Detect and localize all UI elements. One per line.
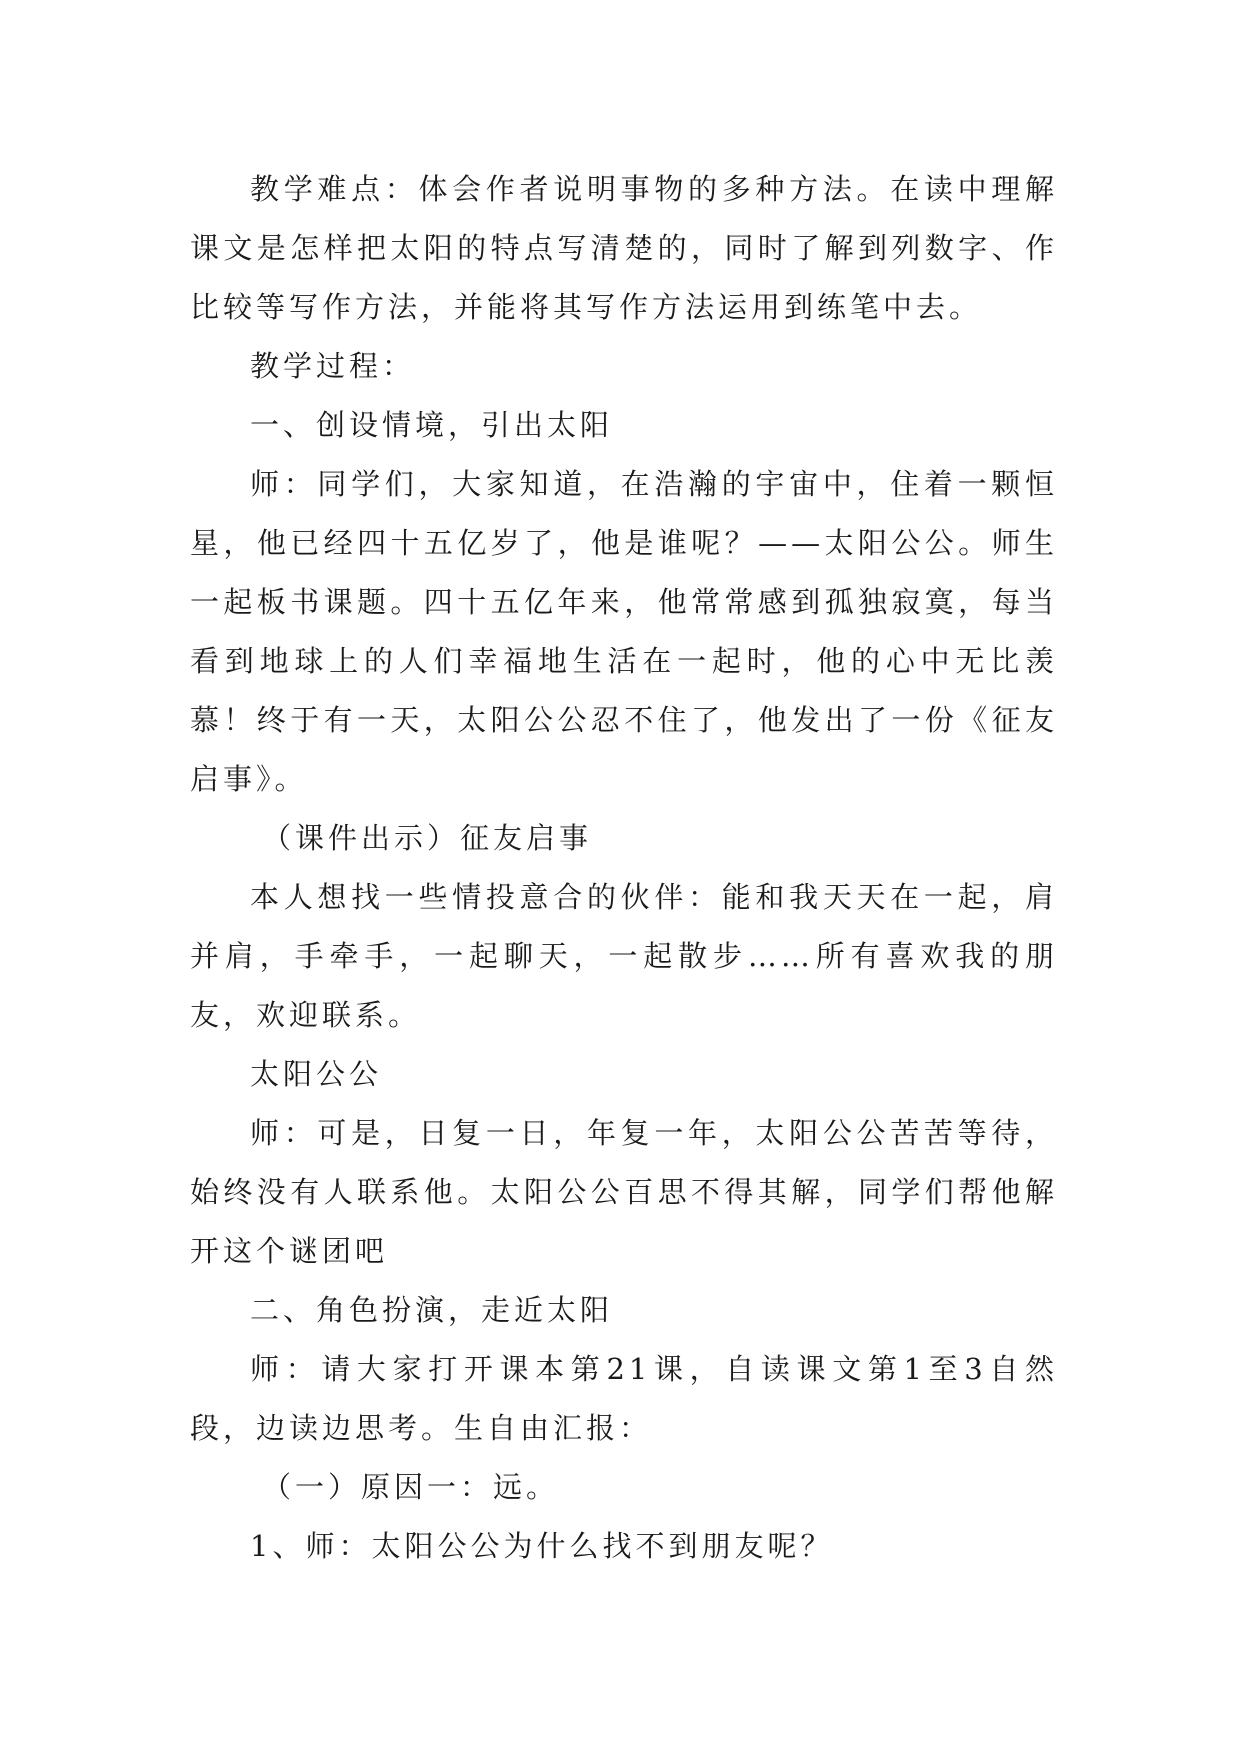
paragraph-teacher-reading-task: 师：请大家打开课本第21课，自读课文第1至3自然段，边读边思考。生自由汇报： (190, 1352, 1058, 1445)
paragraph-teacher-intro: 师：同学们，大家知道，在浩瀚的宇宙中，住着一颗恒星，他已经四十五亿岁了，他是谁呢？——太阳公公。师生一起板书课题。四十五亿年来，他常常感到孤独寂寞，每当看到地球上的人们幸福地生活在一起时，他的心中无比羡慕！终于有一天，太阳公公忍不住了，他发出了一份《征友启事》。 (190, 467, 1058, 796)
section-heading-2: 二、角色扮演，走近太阳 (250, 1293, 614, 1327)
section-heading-1: 一、创设情境，引出太阳 (250, 408, 614, 442)
paragraph-question-one: 1、师：太阳公公为什么找不到朋友呢？ (250, 1529, 834, 1563)
paragraph-courseware-title: （课件出示）征友启事 (262, 821, 593, 855)
paragraph-teaching-difficulty: 教学难点：体会作者说明事物的多种方法。在读中理解课文是怎样把太阳的特点写清楚的，同时了解到列数字、作比较等写作方法，并能将其写作方法运用到练笔中去。 (190, 172, 1058, 324)
paragraph-notice-body: 本人想找一些情投意合的伙伴：能和我天天在一起，肩并肩，手牵手，一起聊天，一起散步……所有喜欢我的朋友，欢迎联系。 (190, 880, 1058, 1032)
paragraph-notice-signature: 太阳公公 (250, 1057, 383, 1091)
paragraph-teacher-puzzle: 师：可是，日复一日，年复一年，太阳公公苦苦等待，始终没有人联系他。太阳公公百思不得其解，同学们帮他解开这个谜团吧 (190, 1116, 1058, 1268)
document-body (190, 160, 1058, 1576)
paragraph-reason-one: （一）原因一：远。 (262, 1470, 560, 1504)
paragraph-teaching-process-heading: 教学过程： (250, 349, 416, 383)
